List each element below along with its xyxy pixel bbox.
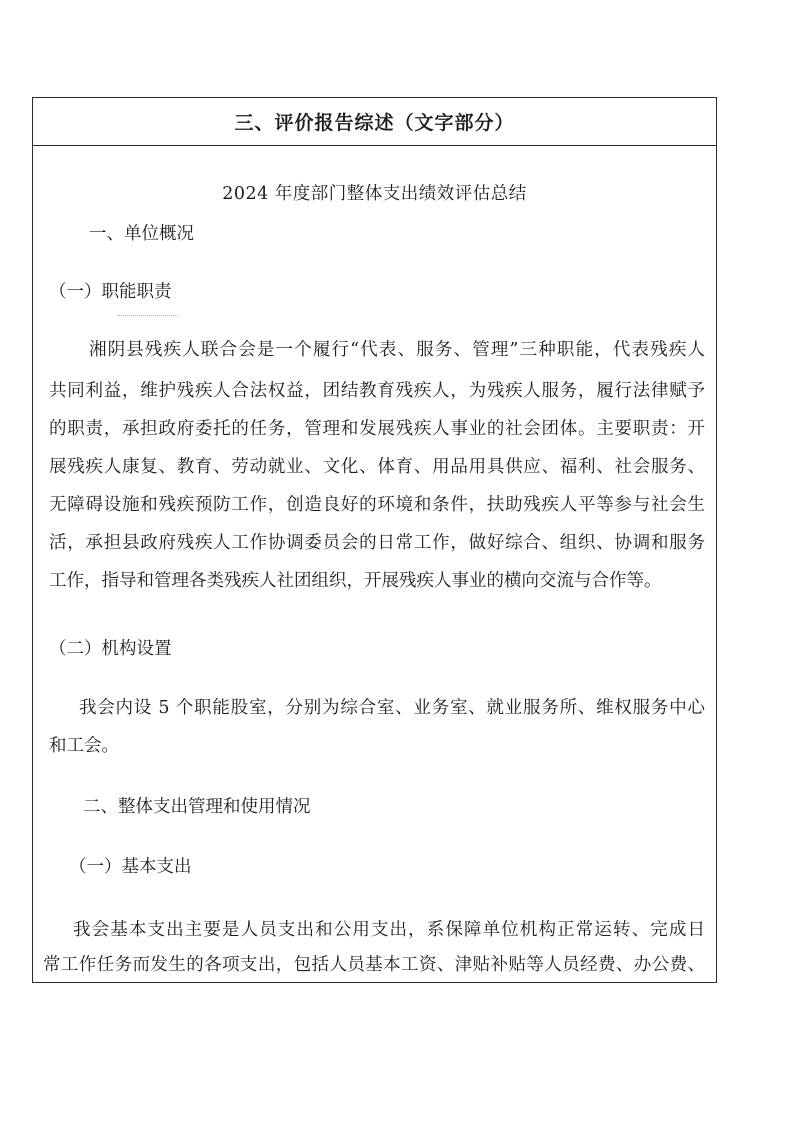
para1-line: 活，承担县政府残疾人工作协调委员会的日常工作，做好综合、组织、协调和服务	[49, 533, 705, 553]
sub1-heading: （一）职能职责	[49, 282, 172, 302]
para2-line: 我会内设 5 个职能股室，分别为综合室、业务室、就业服务所、维权服务中心	[79, 698, 705, 718]
header-title: 三、评价报告综述（文字部分）	[234, 112, 515, 134]
report-frame	[32, 97, 717, 983]
para1-line: 的职责，承担政府委托的任务，管理和发展残疾人事业的社会团体。主要职责：开	[49, 419, 705, 439]
para1-line: 共同利益，维护残疾人合法权益，团结教育残疾人，为残疾人服务，履行法律赋予	[49, 381, 705, 401]
para1-line: 展残疾人康复、教育、劳动就业、文化、体育、用品用具供应、福利、社会服务、	[49, 457, 705, 477]
para3-line: 我会基本支出主要是人员支出和公用支出，系保障单位机构正常运转、完成日	[73, 920, 705, 940]
header-row	[33, 98, 716, 146]
para2-line: 和工会。	[49, 736, 119, 756]
sub3-heading: （一）基本支出	[69, 857, 192, 877]
document-title: 2024 年度部门整体支出绩效评估总结	[222, 184, 527, 204]
para1-line: 工作，指导和管理各类残疾人社团组织，开展残疾人事业的横向交流与合作等。	[49, 571, 662, 591]
sub2-heading: （二）机构设置	[49, 639, 172, 659]
scan-artifact	[118, 315, 178, 317]
section1-heading: 一、单位概况	[89, 224, 194, 244]
para1-line: 湘阴县残疾人联合会是一个履行“代表、服务、管理”三种职能，代表残疾人	[89, 340, 705, 360]
para1-line: 无障碍设施和残疾预防工作，创造良好的环境和条件，扶助残疾人平等参与社会生	[49, 495, 705, 515]
section2-heading: 二、整体支出管理和使用情况	[83, 797, 311, 817]
para3-line: 常工作任务而发生的各项支出，包括人员基本工资、津贴补贴等人员经费、办公费、	[43, 955, 705, 975]
